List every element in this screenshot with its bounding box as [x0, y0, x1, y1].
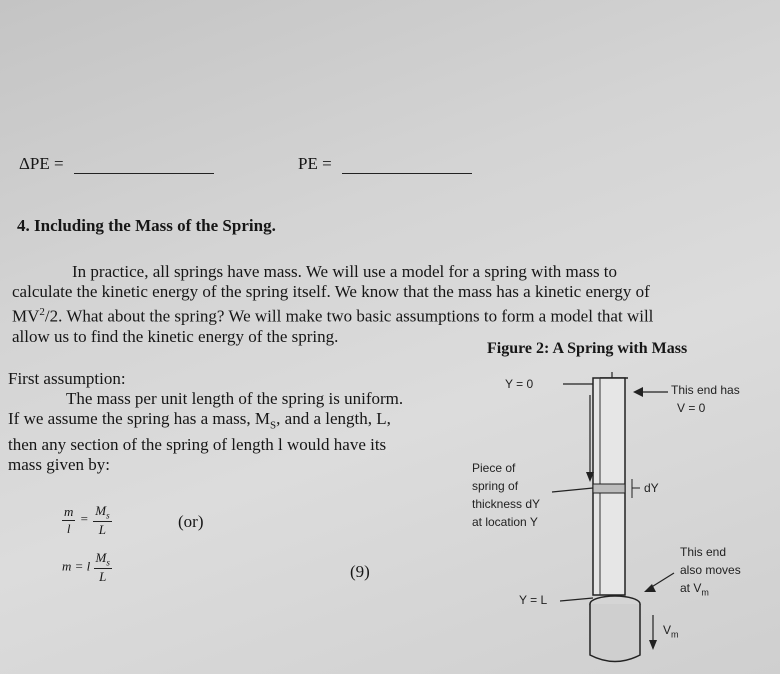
section-heading: 4. Including the Mass of the Spring.	[17, 216, 276, 235]
assumption-line-2-rest: , and a length, L,	[276, 409, 391, 428]
top-note-line-1: This end has	[671, 383, 740, 397]
piece-line-2: spring of	[472, 479, 519, 493]
eq1-ms-base: M	[95, 503, 107, 518]
bottom-note	[680, 543, 741, 601]
bottom-note-vm-sub: m	[701, 587, 709, 598]
bottom-note-arrow-shaft	[650, 573, 674, 588]
assumption-line-1: The mass per unit length of the spring is uniform.	[66, 389, 404, 408]
mv-exponent: 2	[39, 306, 45, 318]
piece-line-3: thickness dY	[472, 497, 541, 511]
spring-piece-dy	[593, 484, 625, 493]
assumption-line-3: then any section of the spring of length l would have its	[8, 435, 387, 455]
ms-subscript: S	[270, 419, 277, 432]
y0-label: Y = 0	[505, 377, 534, 391]
para-line-4: allow us to find the kinetic energy of the spring.	[12, 326, 339, 346]
top-note	[671, 381, 740, 417]
yl-leader-line	[560, 598, 593, 601]
assumption-line-4: mass given by:	[8, 455, 110, 475]
bottom-note-line-2: also moves	[680, 563, 741, 577]
eq1-den-right: L	[98, 521, 107, 537]
bottom-note-line-3	[680, 579, 741, 601]
eq2-ms-sub: s	[106, 557, 110, 568]
piece-line-4: at location Y	[472, 515, 538, 529]
para-line-3-rest: /2. What about the spring? We will make two basic assumptions to form a model that will	[44, 306, 654, 326]
assumption-line-2-text: If we assume the spring has a mass, M	[8, 409, 271, 428]
equation-number: (9)	[350, 562, 370, 581]
top-note-line-2: V = 0	[677, 401, 706, 415]
vm-arrow-head	[649, 640, 657, 650]
delta-pe-label: ΔPE =	[19, 154, 64, 173]
eq2-den: L	[99, 568, 107, 584]
eq2-ms-base: M	[95, 550, 107, 565]
assumption-title: First assumption:	[8, 369, 126, 388]
vm-base: V	[663, 623, 672, 637]
figure-title: Figure 2: A Spring with Mass	[487, 340, 688, 357]
or-label: (or)	[178, 512, 204, 531]
vm-sub: m	[671, 629, 679, 640]
eq1-equals: =	[80, 511, 88, 527]
vm-label	[663, 621, 679, 643]
eq1-ms-sub: s	[106, 510, 110, 521]
pe-label: PE =	[298, 154, 332, 173]
mv-text: MV	[12, 306, 40, 326]
top-note-arrow-head	[633, 387, 643, 397]
para-line-1: In practice, all springs have mass. We will use a model for a spring with mass to	[72, 262, 618, 281]
eq1-den-left: l	[66, 520, 71, 536]
piece-leader-line	[552, 488, 593, 492]
piece-line-1: Piece of	[472, 461, 516, 475]
eq1-num-left: m	[64, 503, 74, 519]
bottom-note-line-1: This end	[680, 545, 727, 559]
mass-cylinder	[590, 604, 640, 662]
dy-label: dY	[644, 481, 659, 495]
yl-label: Y = L	[519, 593, 548, 607]
piece-label	[472, 459, 540, 531]
para-line-2: calculate the kinetic energy of the spring itself. We know that the mass has a kinetic energy of	[12, 282, 650, 301]
eq2-lhs: m = l	[62, 558, 91, 574]
bottom-note-vm-base: at V	[680, 581, 702, 595]
